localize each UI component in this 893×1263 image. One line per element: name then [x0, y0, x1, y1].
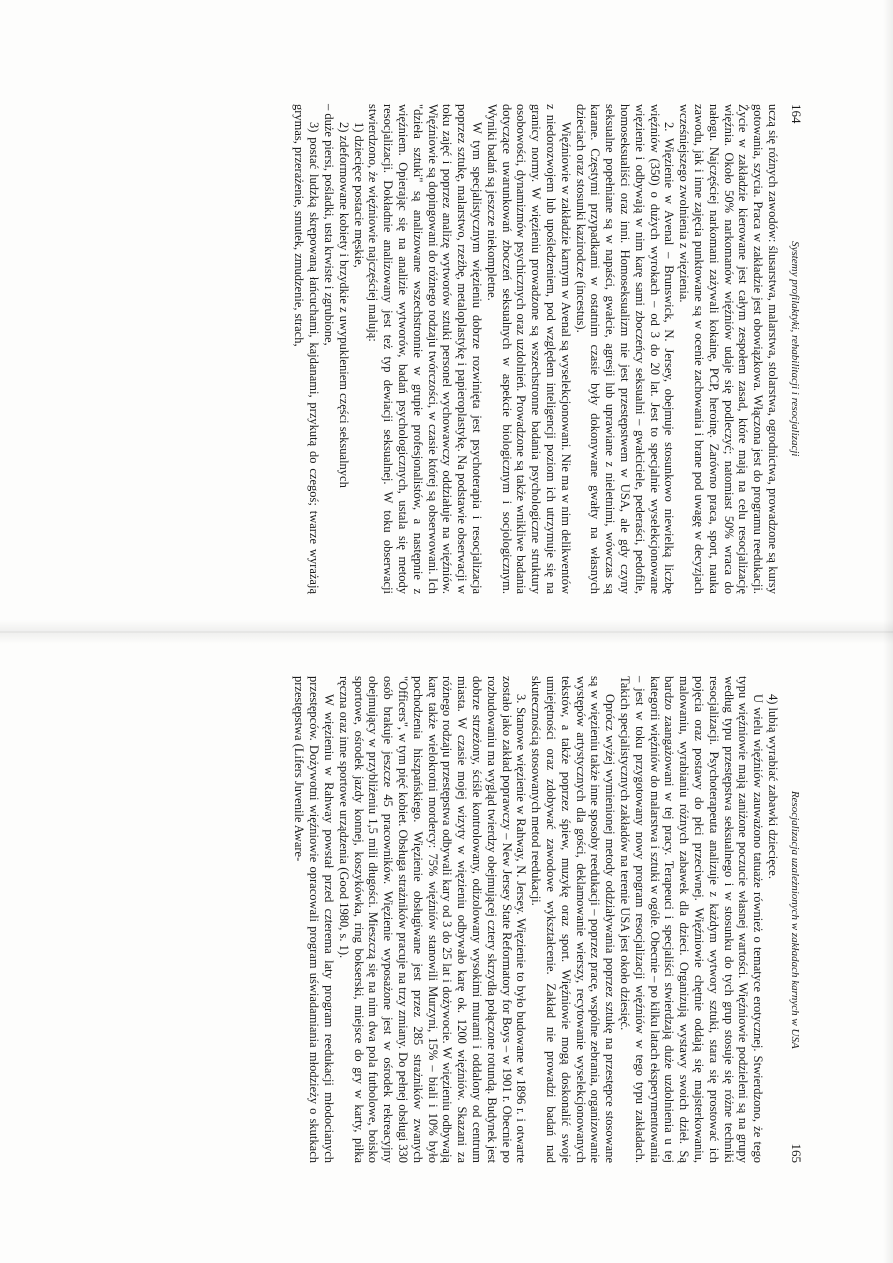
paragraph: Więźniowie w zakładzie karnym w Avenal są wyselekcjonowani. Nie ma w nim delikwentów z niedorozwojem lub upośledzeniem, pod względem inteligencji poziom ich utrzymuje się na granicy normy. W więzieniu prowadzone są wszechstronne badania psychologiczne struktury osobowości, dynamizmów psychicznych oraz uzdolnień. Prowadzone są także wnikliwe badania dotyczące uwarunkowań zboczeń seksualnych w aspekcie biologicznym i socjologicznym. Wyniki badań są jeszcze niekompletne.: [484, 104, 573, 594]
right-page-body: [292, 676, 780, 1163]
list-item: 4) lubią wyrabiać zabawki dziecięce.: [766, 694, 780, 879]
list-item: 2) zdeformowane kobiety i brzydkie z uwypukleniem części seksualnych: [336, 122, 351, 488]
paragraph: 2. Więzienie w Avenal – Brunswick, N. Jersey, obejmuje stosunkowo niewielką liczbę więźniów (350) o dużych wyrokach – od 3 do 20 lat. Jest to specjalnie wyselekcjonowane więzienie i odbywają w nim karę sami zboczeńcy seksualni – gwałciciele, pederaści, pedofile, homoseksualiści oraz inni. Homoseksualizm nie jest przestępstwem w USA, ale gdy czyny seksualne popełniane są w napaści, gwałcie, agresji lub uprawiane z nieletnimi, wówczas są karane. Częstymi przypadkami w ostatnim czasie były dokonywane gwałty na własnych dzieciach oraz stosunki kazirodcze (incestus).: [573, 104, 677, 594]
paragraph: 3. Stanowe więzienie w Rahway, N. Jersey. Więzienie to było budowane w 1896 r. i otwarte zostało jako zakład poprawczy – New Jersey State Reformatory for Boys – w 1901 r. Obecnie po rozbudowaniu ma wygląd twierdzy obejmującej cztery skrzydła połączone rotundą. Budynek jest dobrze strzeżony, ściśle kontrolowany, odizolowany wysokimi murami i oddalony od centrum miasta. W czasie mojej wizyty w więzieniu odbywało karę ok. 1200 więźniów. Skazani za różnego rodzaju przestępstwa odbywali kary od 3 do 25 lat i dożywocie. W więzieniu odbywają karę także wielokrotni mordercy: 75% więźniów stanowili Murzyni, 15% – biali i 10% było pochodzenia hiszpańskiego. Więzienie obsługiwane jest przez 285 strażników zwanych "Officers", w tym pięć kobiet. Obsługa strażników pracuje na trzy zmiany. Do pełnej obsługi 330 osób brakuje jeszcze 45 pracowników. Więzienie wyposażone jest w ośrodek rekreacyjny obejmujący w przybliżeniu 1,5 mili długości. Mieszczą się na nim dwa pola futbolowe, boisko sportowe, ośrodek jazdy konnej, koszykówka, ring bokserski, miejsce do gry w karty, piłka ręczna oraz inne sportowe urządzenia (Good 1980, s. 1).: [336, 676, 529, 1163]
right-page-header: [788, 676, 803, 1163]
page-number: 165: [789, 1143, 804, 1163]
running-title: Systemy profilaktyki, rehabilitacji i resocjalizacji: [789, 241, 801, 457]
list-item: 3) postać ludzką skrępowaną łańcuchami, kajdanami, przykutą do czegoś; twarze wyrażają grymas, przerażenie, smutek, zmudzenie, strach,: [292, 104, 322, 594]
list-item-continuation: – duże piersi, pośladki, usta krwiste i zgrubione,: [322, 104, 337, 346]
paragraph: uczą się różnych zawodów: ślusarstwa, malarstwa, stolarstwa, ogrodnictwa, prowadzone są kursy gotowania, szycia. Praca w zakładzie jest obowiązkowa. Włączona jest do programu reedukacji. Życie w zakładzie kierowane jest całym zespołem zasad, które mają na celu resocjalizację więźnia. Około 50% narkomanów więźniów udaje się podleczyć; natomiast 50% wraca do nałogu. Najczęściej narkomani zażywali kokainę, PCP, heroinę. Zarówno praca, sport, nauka zawodu, jak i inne zajęcia punktowane są w ocenie zachowania i brane pod uwagę w decyzjach wcześniejszego zwolnienia z więzienia.: [677, 104, 780, 594]
paragraph: W tym specjalistycznym więzieniu dobrze rozwinięta jest psychoterapia i resocjalizacja poprzez sztukę, malarstwo, rzeźbę, metaloplastykę i papieroplastykę. Na podstawie obserwacji w toku zajęć i poprzez analizę wytworów sztuki personel wychowawczy oddziałuje na więźniów. Więźniowie są dopingowani do różnego rodzaju twórczości, w czasie której są obserwowani. Ich "dzieła sztuki" są analizowane wszechstronnie w grupie profesjonalistów, a następnie z więźniem. Opierając się na analizie wytworów, badań psychologicznych, ustala się metody resocjalizacji. Dokładnie analizowany jest też typ dewiacji seksualnej. W toku obserwacji stwierdzono, że więźniowie najczęściej malują:: [366, 104, 485, 594]
right-page: [0, 632, 893, 1263]
running-title: Resocjalizacja uzależnionych w zakładach karnych w USA: [789, 790, 801, 1049]
left-page-body: [292, 104, 780, 594]
paragraph: W więzieniu w Rahway powstał przed czterema laty program reedukacji młodocianych przestępców. Dożywotni więźniowie opracowali program uświadamiania młodzieży o skutkach przestępstwa (Lifers Juvenile Aware-: [292, 676, 337, 1163]
left-page-header: [788, 104, 803, 594]
page-number: 164: [789, 104, 804, 124]
paragraph: Oprócz wyżej wymienionej metody oddziaływania poprzez sztukę na przestępce stosowane są w więzieniu także inne sposoby reedukacji – poprzez pracę, wspólne zebrania, organizowanie występów artystycznych dla gości, deklamowanie wierszy, recytowanie wyselekcjonowanych tekstów, a także poprzez śpiew, muzykę oraz sport. Więźniowie mogą doskonalić swoje umiejętności oraz zdobywać zawodowe wykształcenie. Zakład nie prowadzi badań nad skutecznością stosowanych metod reedukacji.: [529, 676, 618, 1163]
list-item: 1) dziecięce postacie męskie,: [351, 122, 366, 268]
paragraph: U wielu więźniów zauważono tatuaże również o tematyce erotycznej. Stwierdzono, że tego typu więźniowie mają zaniżone poczucie własnej wartości. Więźniowie podzieleni są na grupy według typu przestępstwa seksualnego i w stosunku do tych grup stosuje się różne techniki resocjalizacji. Psychoterapeuta analizuje z każdym wytwory sztuki, stara się prostować ich pojęcia oraz postawy do płci przeciwnej. Więźniowie chętnie oddają się majsterkowaniu, malowaniu, wyrabianiu różnych zabawek dla dzieci. Organizują wystawy swoich dzieł. Są bardzo zaangażowani w tej pracy. Terapeuci i specjaliści stwierdzają duże uzdolnienia u tej kategorii więźniów do malarstwa i sztuki w ogóle. Obecnie – po kilku latach eksperymentowania – jest w toku przygotowany nowy program resocjalizacji więźniów w tego typu zakładach. Takich specjalistycznych zakładów na terenie USA jest około dziesięć.: [618, 676, 766, 1163]
